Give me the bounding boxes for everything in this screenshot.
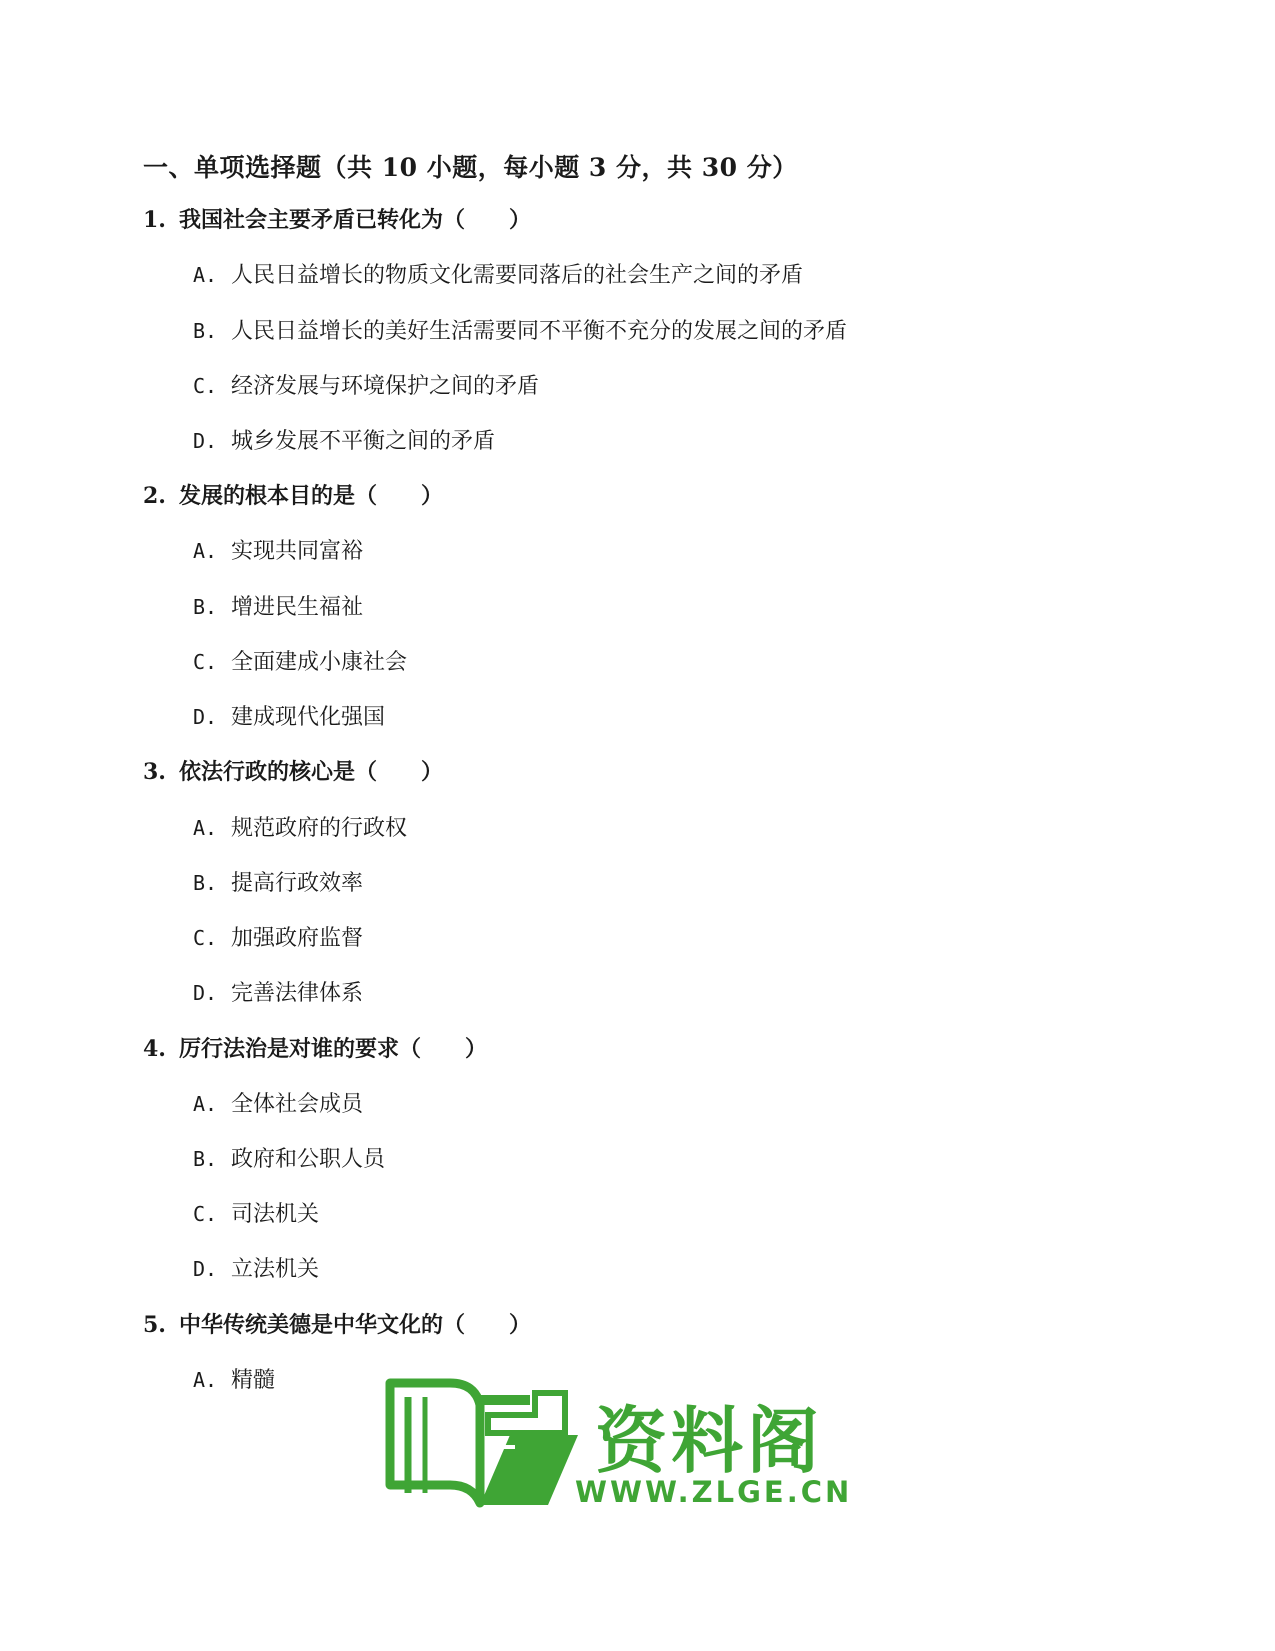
option-text: 实现共同富裕 [231, 539, 364, 564]
option-text: 人民日益增长的物质文化需要同落后的社会生产之间的矛盾 [231, 263, 804, 288]
question-number: 1. [143, 207, 166, 233]
question-2 [143, 479, 443, 510]
option-label: D. [193, 1257, 218, 1281]
logo-url: WWW.ZLGE.CN [575, 1475, 853, 1509]
option-label: C. [193, 374, 218, 398]
question-4 [143, 1032, 487, 1063]
option-text: 政府和公职人员 [231, 1147, 386, 1172]
option-label: A. [193, 1368, 218, 1392]
option-3d [193, 976, 363, 1007]
section-title: 一、单项选择题（共 10 小题，每小题 3 分，共 30 分） [143, 153, 798, 182]
question-text: 发展的根本目的是（ ） [179, 483, 444, 509]
option-4a [193, 1087, 363, 1118]
option-label: C. [193, 926, 218, 950]
option-1a [193, 258, 803, 289]
option-label: D. [193, 429, 218, 453]
option-text: 规范政府的行政权 [231, 816, 408, 841]
option-1c [193, 369, 539, 400]
question-text: 依法行政的核心是（ ） [179, 759, 444, 785]
option-label: A. [193, 816, 218, 840]
logo-name: 资料阁 [595, 1399, 824, 1483]
question-1 [143, 203, 531, 234]
option-label: B. [193, 1147, 218, 1171]
option-text: 城乡发展不平衡之间的矛盾 [231, 429, 496, 454]
option-2d [193, 700, 385, 731]
option-label: A. [193, 539, 218, 563]
question-number: 2. [143, 483, 166, 509]
book-folder-icon [380, 1375, 580, 1515]
option-1b [193, 314, 847, 345]
option-label: B. [193, 871, 218, 895]
question-number: 3. [143, 759, 166, 785]
option-3b [193, 866, 363, 897]
option-text: 全体社会成员 [231, 1092, 364, 1117]
question-text: 厉行法治是对谁的要求（ ） [179, 1036, 488, 1062]
question-text: 我国社会主要矛盾已转化为（ ） [179, 207, 532, 233]
option-label: D. [193, 981, 218, 1005]
option-5a [193, 1363, 275, 1394]
option-label: A. [193, 263, 218, 287]
option-text: 加强政府监督 [231, 926, 364, 951]
question-5 [143, 1308, 531, 1339]
option-text: 全面建成小康社会 [231, 650, 408, 675]
option-2c [193, 645, 407, 676]
option-text: 建成现代化强国 [231, 705, 386, 730]
option-text: 司法机关 [231, 1202, 320, 1227]
option-text: 精髓 [231, 1368, 276, 1393]
option-4c [193, 1197, 319, 1228]
question-3 [143, 755, 443, 786]
question-text: 中华传统美德是中华文化的（ ） [179, 1312, 532, 1338]
option-3a [193, 811, 407, 842]
watermark-logo [380, 1375, 853, 1515]
option-text: 人民日益增长的美好生活需要同不平衡不充分的发展之间的矛盾 [231, 319, 848, 344]
option-label: D. [193, 705, 218, 729]
option-text: 增进民生福祉 [231, 595, 364, 620]
option-4b [193, 1142, 385, 1173]
option-2a [193, 534, 363, 565]
option-label: B. [193, 319, 218, 343]
option-3c [193, 921, 363, 952]
option-1d [193, 424, 495, 455]
option-text: 完善法律体系 [231, 981, 364, 1006]
option-label: C. [193, 1202, 218, 1226]
option-text: 立法机关 [231, 1257, 320, 1282]
option-2b [193, 590, 363, 621]
option-text: 经济发展与环境保护之间的矛盾 [231, 374, 540, 399]
option-text: 提高行政效率 [231, 871, 364, 896]
option-label: A. [193, 1092, 218, 1116]
option-4d [193, 1252, 319, 1283]
option-label: C. [193, 650, 218, 674]
question-number: 5. [143, 1312, 166, 1338]
question-number: 4. [143, 1036, 166, 1062]
option-label: B. [193, 595, 218, 619]
